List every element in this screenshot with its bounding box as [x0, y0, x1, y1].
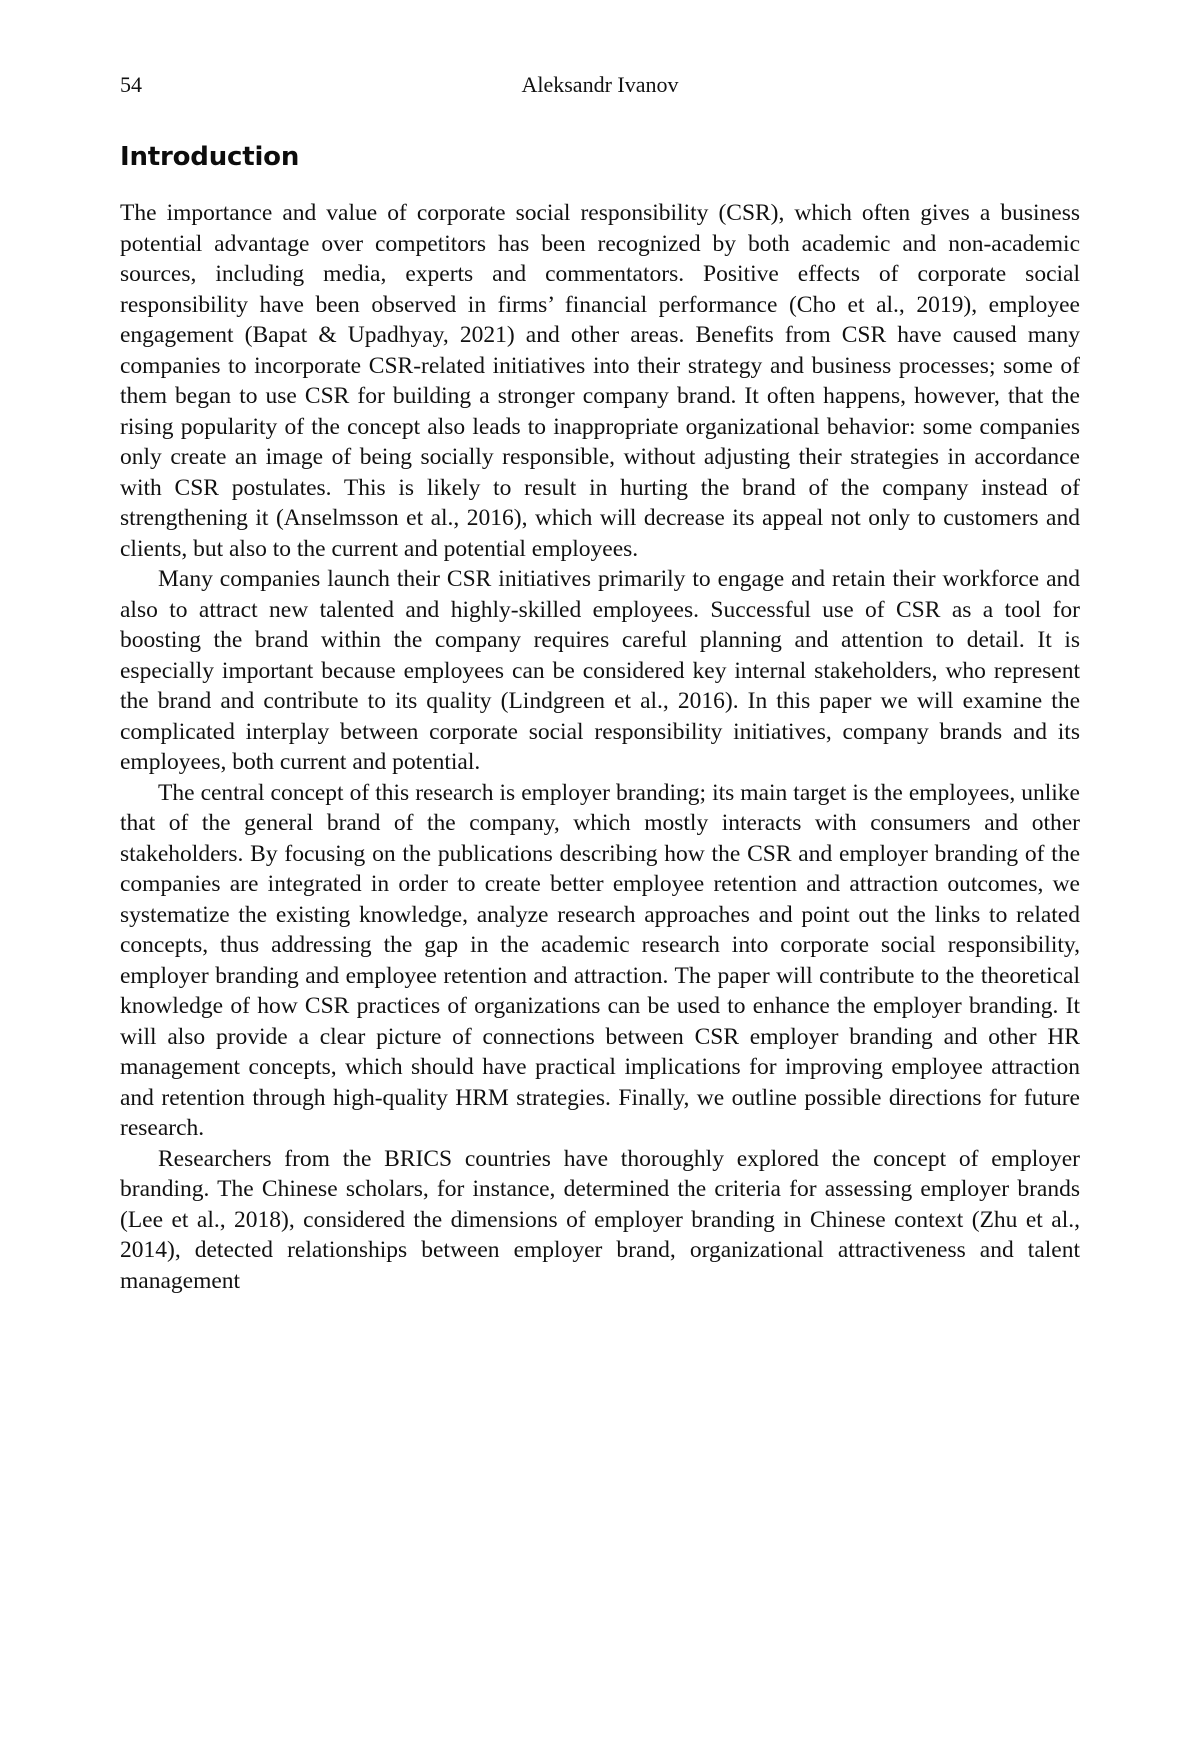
paragraph-3: The central concept of this research is employer branding; its main target is the employees, unlike that of the general brand of the company, which mostly interacts with consumers and other stakeholders. By focusing on the publications describing how the CSR and employer branding of the companies are integrated in order to create better employee retention and attraction outcomes, we systematize the existing knowledge, analyze research approaches and point out the links to related concepts, thus addressing the gap in the academic research into corporate social responsibility, employer branding and employee retention and attraction. The paper will contribute to the theoretical knowledge of how CSR practices of organizations can be used to enhance the employer branding. It will also provide a clear picture of connections between CSR employer branding and other HR management concepts, which should have practical implications for improving employee attraction and retention through high-quality HRM strategies. Finally, we outline possible directions for future research.: [120, 779, 1080, 1141]
running-head: [120, 72, 1080, 112]
paragraph-1: The importance and value of corporate social responsibility (CSR), which often gives a business potential advantage over competitors has been recognized by both academic and non-academic sources, including media, experts and commentators. Positive effects of corporate social responsibility have been observed in firms’ financial performance (Cho et al., 2019), employee engagement (Bapat & Upadhyay, 2021) and other areas. Benefits from CSR have caused many companies to incorporate CSR-related initiatives into their strategy and business processes; some of them began to use CSR for building a stronger company brand. It often happens, however, that the rising popularity of the concept also leads to inappropriate organizational behavior: some companies only create an image of being socially responsible, without adjusting their strategies in accordance with CSR postulates. This is likely to result in hurting the brand of the company instead of strengthening it (Anselmsson et al., 2016), which will decrease its appeal not only to customers and clients, but also to the current and potential employees.: [120, 200, 1080, 562]
paragraph-4: Researchers from the BRICS countries have thoroughly explored the concept of employer branding. The Chinese scholars, for instance, determined the criteria for assessing employer brands (Lee et al., 2018), considered the dimensions of employer branding in Chinese context (Zhu et al., 2014), detected relationships between employer brand, organizational attractiveness and talent management: [120, 1145, 1080, 1294]
paragraph-2: Many companies launch their CSR initiatives primarily to engage and retain their workforce and also to attract new talented and highly-skilled employees. Successful use of CSR as a tool for boosting the brand within the company requires careful planning and attention to detail. It is especially important because employees can be considered key internal stakeholders, who represent the brand and contribute to its quality (Lindgreen et al., 2016). In this paper we will examine the complicated interplay between corporate social responsibility initiatives, company brands and its employees, both current and potential.: [120, 566, 1080, 775]
page-number: 54: [120, 72, 142, 97]
running-head-title: Aleksandr Ivanov: [521, 72, 679, 97]
section-heading-introduction: Introduction: [120, 142, 300, 172]
